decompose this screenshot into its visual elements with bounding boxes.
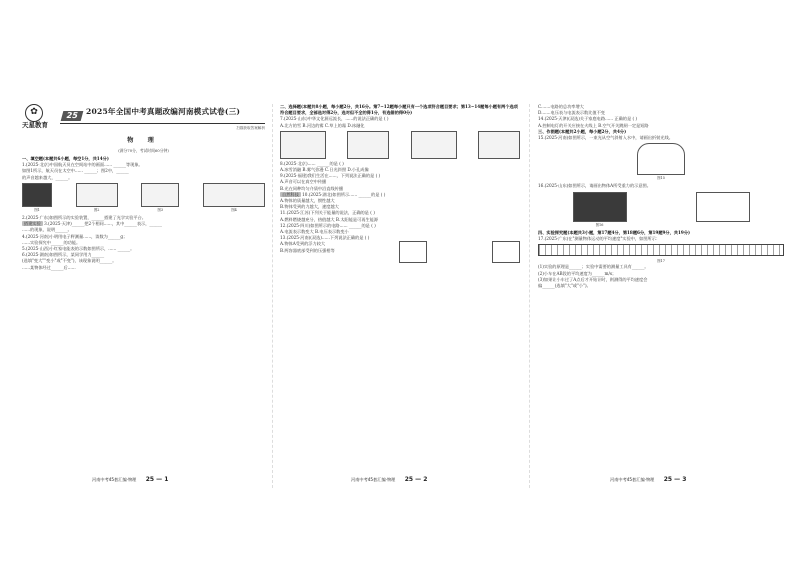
column-1-body: [22, 156, 265, 476]
footer-page-number: 25 — 1: [145, 476, 169, 483]
page-footer: [92, 476, 168, 488]
highlight-tag: 自然科技: [282, 191, 299, 197]
figure-label: 图3: [157, 207, 164, 212]
question-line: B.物体受到的力越大，速度越大: [280, 204, 339, 210]
question-line: A.燃料燃烧越充分，热值越大 B.太阳能是可再生能源: [280, 216, 379, 222]
question-line: C.......电路的总功率增大: [538, 104, 584, 109]
question-line: (3)如果让小车过了A点后才开始计时，则测得的平均速度会: [538, 276, 648, 282]
footer-text: 河南中考45套汇编·物理: [351, 477, 396, 482]
question-line: A.电流表示数变大 B.电压表示数变小: [280, 229, 349, 235]
figure-row: [280, 131, 520, 159]
question-line: ......实验探究中______的功能。: [22, 239, 81, 245]
question-line: 8.(2025·北京)...... ______的是 ( ): [280, 160, 344, 166]
section-heading: 四、实验探究题(本题共3小题，第17题4分，第18题6分，第19题9分，共19分): [538, 229, 690, 235]
container-figure: [492, 241, 520, 263]
figure-label: 图17: [657, 259, 665, 264]
star-logo-icon: ✿: [25, 104, 43, 122]
footer-page-number: 25 — 3: [663, 476, 687, 483]
exam-title: 2025年全国中考真题改编河南模式试卷(三): [86, 107, 241, 116]
question-line: A.物体的质量越大，惯性越大: [280, 198, 335, 204]
column-separator: [272, 104, 273, 488]
question-line: 16.(2025·山东)如图所示，请画出物体A所受重力的示意图。: [538, 183, 651, 189]
figure-label: 图1: [34, 207, 40, 212]
question-line: B.光在同种均匀介质中沿直线传播: [280, 185, 344, 191]
figure-label: 图2: [93, 207, 100, 212]
question-text: 3.(2025·天津)______把2个相同......，其中______表示，______: [44, 221, 162, 227]
question-line: 1.(2025·北京)中国航天员在空间站中的画面...... ______等现象。: [22, 162, 143, 168]
question-line: 偏______(选填"大"或"小")。: [538, 283, 591, 289]
question-line: 2.(2025·广东)如图所示的实验装置，______搭建了光学实验平台。: [22, 215, 146, 221]
question-13-block: [280, 241, 520, 263]
figure-label: 图4: [231, 207, 237, 212]
section-heading: 二、选择题(本题共8小题，每小题2分，共16分。第7~12题每小题只有一个选项符合题目要求；第13~14题每小题有两个选项符合题目要求，全部选对得2分，选对但不全的得1分，有选错的得0分): [280, 104, 518, 116]
figure-2-image: [76, 183, 118, 207]
question-line: A.声音可以在真空中传播: [280, 179, 327, 185]
column-2: [280, 104, 520, 476]
figure-block: [538, 192, 784, 228]
column-separator: [529, 104, 530, 488]
exam-number-badge: 25: [61, 111, 84, 121]
section-heading: 三、作图题(本题共2小题，每小题2分，共4分): [538, 128, 627, 134]
question-line: 4.(2025·河南)小明用电子秤测量......，读数为______g；: [22, 233, 128, 239]
question-line: ......某物体经过______后......: [22, 264, 76, 270]
question-line: (1)实验的原理是______；实验中需要的测量工具有______。: [538, 264, 649, 270]
question-line: 的声音越来越大，______。: [22, 174, 73, 180]
question-line: (选填"变大""变小"或"不变")，该现象说明______。: [22, 258, 117, 264]
question-line: 11.(2025·江苏)下列关于能量的说法，正确的是 ( ): [280, 210, 375, 216]
question-line: B.两容器底部受到的压强相等: [280, 247, 335, 253]
option-a-image: [280, 131, 326, 159]
footer-text: 河南中考45套汇编·物理: [92, 477, 137, 482]
question-line: 如图1所示，航天员在太空中...... ______；图2中，______: [22, 168, 129, 174]
figure-row: [22, 183, 265, 213]
question-line: A.物体A受到的浮力较大: [280, 241, 326, 247]
highlight-tag: 搭建实验: [24, 221, 41, 227]
answer-code-note: 扫描获取答案解析: [236, 126, 265, 130]
question-line: 5.(2025·山西)小红家电能表的示数如图所示，...... ______。: [22, 246, 135, 252]
ruler-figure: [538, 244, 784, 256]
column-1: [22, 104, 265, 476]
question-line: 15.(2025·河南)如图所示，一束光从空气斜射入水中，请画出折射光线。: [538, 135, 673, 141]
figure-block: [538, 143, 784, 181]
brand-logo: [22, 104, 48, 134]
page-footer: [610, 476, 686, 488]
question-line: ......的现象，说明______。: [22, 227, 72, 233]
option-c-image: [411, 131, 457, 159]
subject-title: 物 理: [127, 137, 160, 144]
title-rule: [60, 123, 265, 124]
page-footer: [351, 476, 427, 488]
question-line: A.冰雪消融 B.雾气弥漫 C.日光斜照 D.小孔成像: [280, 167, 369, 173]
question-line: 14.(2025·天津)(双选)关于家庭电路...... 正确的是 ( ): [538, 116, 638, 122]
question-line: 13.(2025·河南)(双选)......下列说法正确的是 ( ): [280, 235, 370, 241]
question-line: 7.(2025·山东)中华文化源远流长，......的说法正确的是 ( ): [280, 116, 389, 122]
figure-label: 图16: [595, 222, 604, 227]
question-line: 9.(2025·福建)我们生活在......，下列说法正确的是 ( ): [280, 173, 381, 179]
question-line: 12.(2025·四川)如图所示的电路...... ______的是 ( ): [280, 222, 376, 228]
question-line: A.北方的雪 B.河边的雾 C.草上的霜 D.冰融化: [280, 122, 365, 128]
question-line: D.......电压表与电流表示数比值不变: [538, 110, 605, 116]
figure-3-image: [141, 183, 179, 207]
section-heading: 一、填空题(本题共6小题，每空1分，共14分): [22, 156, 109, 161]
question-line: 6.(2025·湖南)如图所示，某同学用力______: [22, 252, 105, 258]
exam-meta: (满分70分，考试时间60分钟): [118, 148, 169, 153]
question-text: 10.(2025·湖北)如图所示...... ______的是 ( ): [302, 191, 386, 197]
refraction-figure: [637, 143, 685, 175]
brand-name: 天星教育: [22, 121, 48, 129]
option-b-image: [347, 131, 389, 159]
photo-figure: [573, 192, 627, 222]
question-line: 17.(2025·广东)在"测量物体运动的平均速度"实验中，如图所示：: [538, 236, 661, 242]
column-3: [538, 104, 784, 476]
question-line: A.控制电灯的开关应接在火线上 B.空气开关跳闸一定是短路: [538, 122, 649, 128]
figure-1-image: [22, 183, 52, 207]
option-d-image: [478, 131, 520, 159]
footer-text: 河南中考45套汇编·物理: [610, 477, 655, 482]
figure-4-image: [203, 183, 265, 207]
figure-label: 图15: [657, 176, 665, 181]
question-line: (2)小车在AB段的平均速度为______m/s；: [538, 270, 617, 276]
footer-page-number: 25 — 2: [404, 476, 428, 483]
container-figure: [399, 241, 427, 263]
force-diagram-figure: [696, 192, 750, 222]
